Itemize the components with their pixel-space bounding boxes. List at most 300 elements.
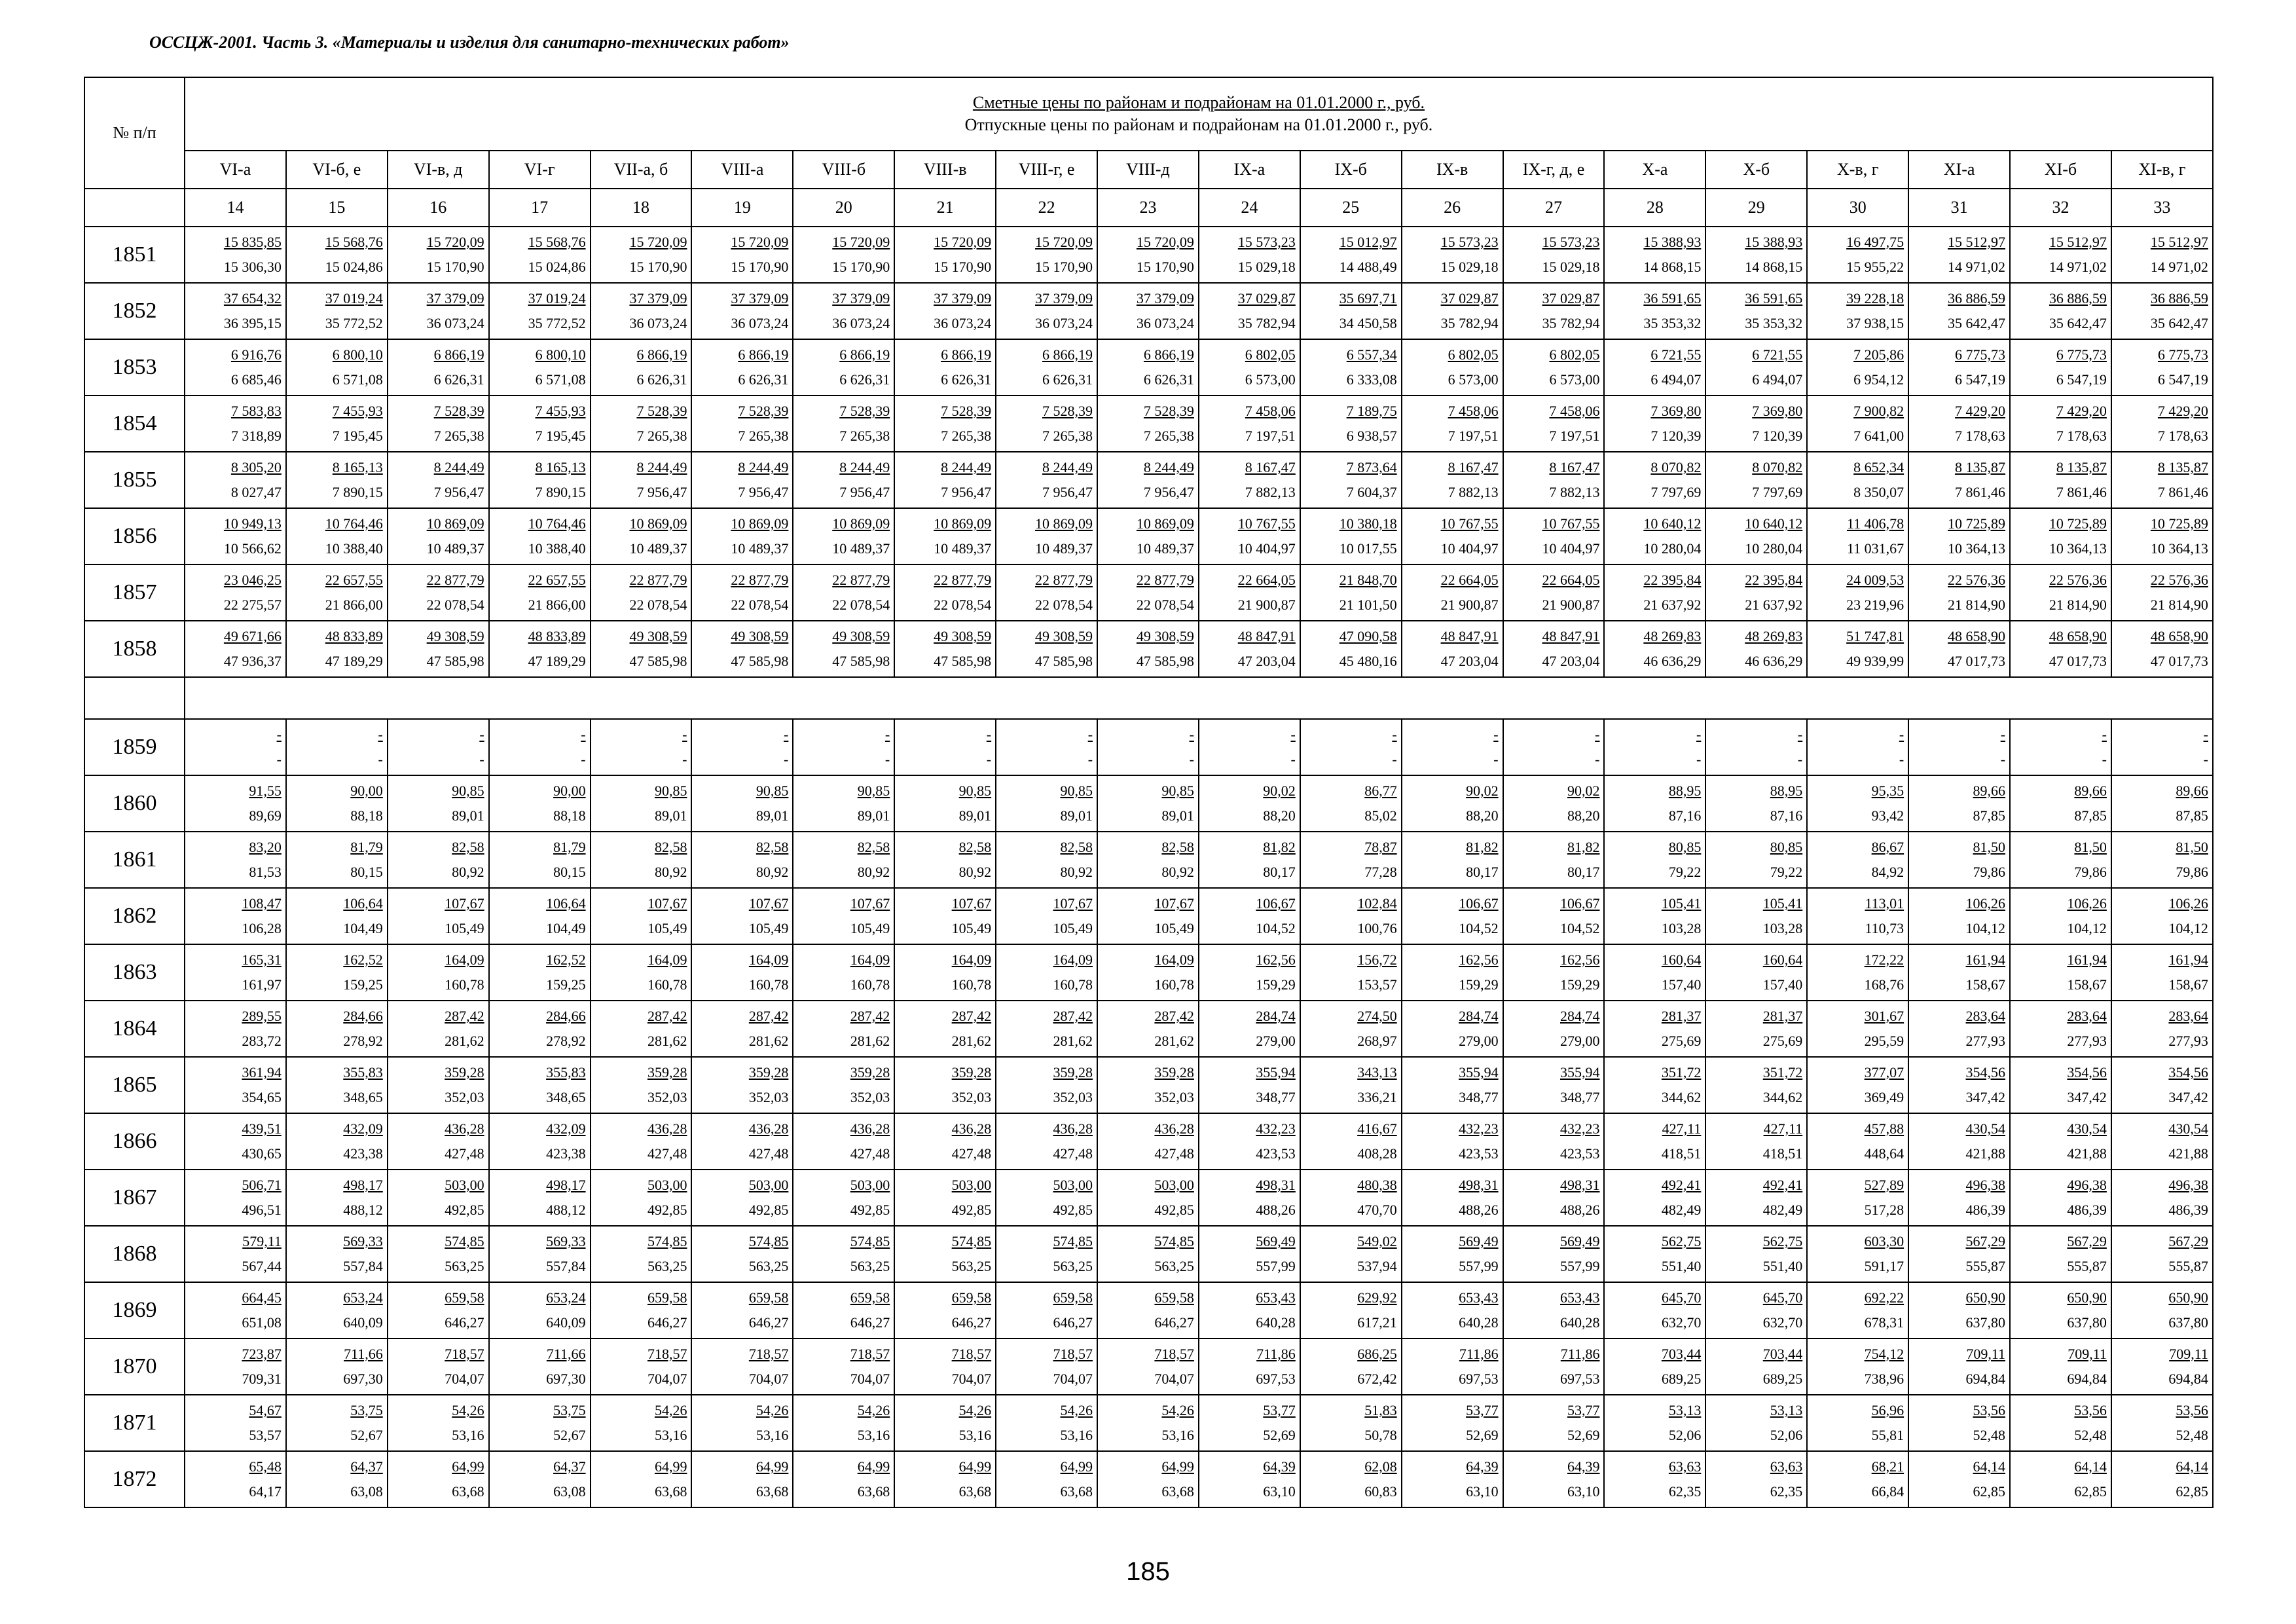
- price-cell: [1503, 283, 1605, 339]
- price-cell: [1807, 283, 1908, 339]
- release-price: -: [1493, 751, 1499, 767]
- release-price: 79,22: [1668, 864, 1702, 880]
- estimate-price: 162,52: [343, 951, 383, 968]
- row-number: 1872: [84, 1451, 185, 1507]
- price-cell: [1402, 1451, 1503, 1507]
- price-cell: [2111, 1057, 2213, 1113]
- price-cell: [996, 888, 1097, 944]
- estimate-price: 653,43: [1459, 1289, 1499, 1306]
- price-cell: [2111, 283, 2213, 339]
- price-cell: [2010, 508, 2111, 564]
- estimate-price: 89,66: [2074, 783, 2107, 799]
- price-cell: [1199, 1113, 1300, 1170]
- release-price: 640,09: [343, 1314, 383, 1331]
- price-cell: [2111, 1451, 2213, 1507]
- price-cell: [996, 832, 1097, 888]
- price-cell: [1503, 1226, 1605, 1282]
- estimate-price: 301,67: [1864, 1008, 1904, 1024]
- estimate-price: 37 654,32: [223, 290, 282, 306]
- price-cell: [1908, 1395, 2010, 1451]
- price-cell: [1199, 283, 1300, 339]
- price-cell: [1300, 508, 1402, 564]
- price-cell: [1199, 508, 1300, 564]
- price-cell: [996, 944, 1097, 1001]
- price-cell: [1705, 508, 1807, 564]
- price-cell: [1097, 1113, 1199, 1170]
- estimate-price: 64,99: [654, 1458, 687, 1475]
- column-number-blank: [84, 189, 185, 227]
- estimate-price: 15 512,97: [2150, 234, 2208, 250]
- release-price: 7 178,63: [2056, 428, 2107, 444]
- estimate-price: 80,85: [1668, 839, 1702, 855]
- release-price: 492,85: [1154, 1202, 1194, 1218]
- row-number: 1861: [84, 832, 185, 888]
- price-cell: [1402, 564, 1503, 621]
- release-price: 281,62: [445, 1033, 484, 1049]
- price-cell: [489, 832, 591, 888]
- release-price: 7 120,39: [1752, 428, 1803, 444]
- table-row: [84, 775, 2213, 832]
- release-price: 89,01: [958, 807, 992, 824]
- price-cell: [1402, 1226, 1503, 1282]
- estimate-price: 48 833,89: [528, 628, 586, 644]
- price-cell: [894, 1338, 996, 1395]
- price-cell: [1705, 1057, 1807, 1113]
- release-price: 423,38: [343, 1145, 383, 1162]
- estimate-price: 161,94: [2067, 951, 2107, 968]
- estimate-price: 15 568,76: [528, 234, 586, 250]
- release-price: 104,52: [1256, 920, 1296, 936]
- estimate-price: 549,02: [1357, 1233, 1397, 1249]
- estimate-price: 427,11: [1763, 1120, 1803, 1137]
- release-price: 93,42: [1871, 807, 1904, 824]
- price-cell: [1908, 1001, 2010, 1057]
- release-price: 632,70: [1661, 1314, 1702, 1331]
- estimate-price: 711,66: [546, 1346, 586, 1362]
- estimate-price: -: [1290, 726, 1296, 743]
- estimate-price: 91,55: [249, 783, 282, 799]
- estimate-price: 287,42: [748, 1008, 789, 1024]
- release-price: 6 626,31: [1042, 371, 1093, 388]
- price-cell: [388, 1001, 489, 1057]
- release-price: 63,08: [350, 1483, 383, 1500]
- estimate-price: 718,57: [647, 1346, 687, 1362]
- release-price: 47 585,98: [1035, 653, 1093, 669]
- estimate-price: 53,13: [1668, 1402, 1702, 1418]
- estimate-price: 164,09: [647, 951, 687, 968]
- price-cell: [2010, 396, 2111, 452]
- estimate-price: 49 308,59: [731, 628, 789, 644]
- estimate-price: 47 090,58: [1339, 628, 1397, 644]
- estimate-price: 48 847,91: [1542, 628, 1600, 644]
- release-price: 6 626,31: [636, 371, 687, 388]
- release-price: 295,59: [1864, 1033, 1904, 1049]
- price-cell: [1402, 775, 1503, 832]
- release-price: 103,28: [1661, 920, 1702, 936]
- price-cell: [286, 564, 388, 621]
- price-cell: [1908, 1338, 2010, 1395]
- price-cell: [489, 1282, 591, 1338]
- price-cell: [1807, 452, 1908, 508]
- region-header: IX-г, д, е: [1503, 151, 1605, 189]
- price-cell: [996, 1282, 1097, 1338]
- estimate-price: 6 866,19: [433, 346, 484, 363]
- release-price: 153,57: [1357, 976, 1397, 993]
- estimate-price: 106,64: [343, 895, 383, 912]
- estimate-price: 107,67: [850, 895, 890, 912]
- row-number: 1870: [84, 1338, 185, 1395]
- estimate-price: 653,43: [1559, 1289, 1600, 1306]
- release-price: 427,48: [850, 1145, 890, 1162]
- estimate-price: 63,63: [1668, 1458, 1702, 1475]
- estimate-price: 359,28: [1154, 1064, 1194, 1080]
- estimate-price: -: [1392, 726, 1397, 743]
- price-cell: [1097, 227, 1199, 283]
- estimate-price: 659,58: [951, 1289, 992, 1306]
- release-price: 47 585,98: [1136, 653, 1194, 669]
- release-price: 89,01: [857, 807, 890, 824]
- estimate-price: 8 652,34: [1853, 459, 1904, 475]
- price-cell: [1604, 1451, 1705, 1507]
- price-cell: [1097, 888, 1199, 944]
- price-cell: [793, 396, 894, 452]
- price-cell: [2010, 283, 2111, 339]
- price-cell: [1705, 564, 1807, 621]
- estimate-price: 81,82: [1567, 839, 1600, 855]
- price-cell: [2010, 564, 2111, 621]
- estimate-price: 164,09: [445, 951, 484, 968]
- release-price: 555,87: [2067, 1258, 2107, 1274]
- estimate-price: 22 664,05: [1542, 572, 1600, 588]
- estimate-price: 15 720,09: [629, 234, 687, 250]
- price-cell: [1503, 888, 1605, 944]
- price-cell: [1199, 621, 1300, 677]
- estimate-price: 15 720,09: [934, 234, 992, 250]
- price-cell: [1402, 396, 1503, 452]
- table-row: [84, 283, 2213, 339]
- release-price: 89,01: [452, 807, 484, 824]
- estimate-price: 7 583,83: [230, 403, 282, 419]
- release-price: 88,20: [1567, 807, 1600, 824]
- price-cell: [286, 339, 388, 396]
- price-cell: [1199, 452, 1300, 508]
- caption-release-prices: Отпускные цены по районам и подрайонам на 01.01.2000 г., руб.: [964, 115, 1433, 134]
- price-cell: [1097, 775, 1199, 832]
- estimate-price: 6 802,05: [1549, 346, 1600, 363]
- release-price: -: [884, 751, 890, 767]
- release-price: -: [378, 751, 383, 767]
- price-cell: [1402, 1282, 1503, 1338]
- release-price: 7 882,13: [1549, 484, 1600, 500]
- price-cell: [1705, 227, 1807, 283]
- estimate-price: 164,09: [850, 951, 890, 968]
- estimate-price: 7 189,75: [1346, 403, 1397, 419]
- estimate-price: 359,28: [1053, 1064, 1093, 1080]
- price-cell: [2111, 832, 2213, 888]
- estimate-price: 361,94: [242, 1064, 282, 1080]
- release-price: 52,06: [1668, 1427, 1702, 1443]
- estimate-price: 53,77: [1567, 1402, 1600, 1418]
- estimate-price: 81,82: [1466, 839, 1499, 855]
- price-cell: [388, 832, 489, 888]
- release-price: 352,03: [647, 1089, 687, 1105]
- release-price: 7 641,00: [1853, 428, 1904, 444]
- release-price: 7 890,15: [535, 484, 586, 500]
- estimate-price: 439,51: [242, 1120, 282, 1137]
- estimate-price: 15 720,09: [426, 234, 484, 250]
- price-cell: [996, 1451, 1097, 1507]
- estimate-price: 6 866,19: [738, 346, 789, 363]
- release-price: 22 078,54: [731, 597, 789, 613]
- price-cell: [996, 283, 1097, 339]
- estimate-price: -: [1696, 726, 1702, 743]
- price-cell: [2111, 1001, 2213, 1057]
- price-cell: [2010, 1057, 2111, 1113]
- release-price: 47 203,04: [1542, 653, 1600, 669]
- release-price: -: [1087, 751, 1093, 767]
- price-cell: [1097, 1282, 1199, 1338]
- estimate-price: 63,63: [1770, 1458, 1803, 1475]
- release-price: 488,12: [343, 1202, 383, 1218]
- estimate-price: 432,09: [546, 1120, 586, 1137]
- price-cell: [286, 1395, 388, 1451]
- price-cell: [1503, 1113, 1605, 1170]
- table-row: [84, 1282, 2213, 1338]
- price-cell: [591, 719, 692, 775]
- estimate-price: 718,57: [850, 1346, 890, 1362]
- price-cell: [894, 283, 996, 339]
- estimate-price: 718,57: [748, 1346, 789, 1362]
- estimate-price: -: [2203, 726, 2208, 743]
- release-price: 555,87: [2168, 1258, 2208, 1274]
- estimate-price: 645,70: [1661, 1289, 1702, 1306]
- release-price: 7 797,69: [1650, 484, 1702, 500]
- price-cell: [691, 1170, 793, 1226]
- estimate-price: 10 869,09: [1035, 515, 1093, 532]
- release-price: 488,12: [546, 1202, 586, 1218]
- estimate-price: 569,49: [1559, 1233, 1600, 1249]
- estimate-price: 15 388,93: [1745, 234, 1803, 250]
- release-price: 281,62: [647, 1033, 687, 1049]
- price-cell: [1705, 1451, 1807, 1507]
- release-price: 21 814,90: [1948, 597, 2006, 613]
- estimate-price: 10 380,18: [1339, 515, 1397, 532]
- release-price: 15 029,18: [1440, 259, 1499, 275]
- release-price: 168,76: [1864, 976, 1904, 993]
- release-price: 7 956,47: [636, 484, 687, 500]
- estimate-price: 432,09: [343, 1120, 383, 1137]
- price-cell: [996, 775, 1097, 832]
- estimate-price: 659,58: [1154, 1289, 1194, 1306]
- release-price: 80,17: [1567, 864, 1600, 880]
- estimate-price: 22 395,84: [1643, 572, 1702, 588]
- release-price: 563,25: [850, 1258, 890, 1274]
- estimate-price: 86,77: [1364, 783, 1397, 799]
- release-price: 21 866,00: [528, 597, 586, 613]
- price-cell: [1807, 1395, 1908, 1451]
- estimate-price: 106,67: [1459, 895, 1499, 912]
- release-price: 6 571,08: [332, 371, 383, 388]
- estimate-price: 64,39: [1466, 1458, 1499, 1475]
- release-price: 80,92: [756, 864, 789, 880]
- price-cell: [286, 508, 388, 564]
- estimate-price: 709,11: [2068, 1346, 2107, 1362]
- release-price: 104,52: [1459, 920, 1499, 936]
- price-cell: [1705, 832, 1807, 888]
- estimate-price: 161,94: [2168, 951, 2208, 968]
- row-number: 1857: [84, 564, 185, 621]
- price-cell: [793, 227, 894, 283]
- region-header: XI-б: [2010, 151, 2111, 189]
- release-price: 7 956,47: [738, 484, 789, 500]
- estimate-price: 10 764,46: [325, 515, 383, 532]
- price-cell: [894, 1395, 996, 1451]
- price-cell: [894, 1113, 996, 1170]
- release-price: 6 573,00: [1448, 371, 1499, 388]
- estimate-price: 106,26: [2067, 895, 2107, 912]
- price-cell: [489, 1226, 591, 1282]
- price-cell: [1604, 1282, 1705, 1338]
- price-cell: [2010, 227, 2111, 283]
- release-price: 557,84: [343, 1258, 383, 1274]
- release-price: 35 642,47: [2049, 315, 2107, 331]
- price-cell: [1199, 564, 1300, 621]
- release-price: 35 772,52: [528, 315, 586, 331]
- estimate-price: 82,58: [857, 839, 890, 855]
- table-gap: [84, 677, 2213, 719]
- release-price: 7 178,63: [1955, 428, 2006, 444]
- estimate-price: 39 228,18: [1846, 290, 1904, 306]
- estimate-price: 503,00: [850, 1177, 890, 1193]
- release-price: 52,67: [553, 1427, 586, 1443]
- release-price: 617,21: [1357, 1314, 1397, 1331]
- estimate-price: -: [1087, 726, 1093, 743]
- estimate-price: 359,28: [647, 1064, 687, 1080]
- estimate-price: 498,31: [1559, 1177, 1600, 1193]
- price-cell: [1097, 396, 1199, 452]
- release-price: 36 073,24: [629, 315, 687, 331]
- estimate-price: 6 775,73: [1955, 346, 2006, 363]
- release-price: 10 404,97: [1440, 540, 1499, 557]
- release-price: 7 265,38: [636, 428, 687, 444]
- estimate-price: 15 835,85: [223, 234, 282, 250]
- release-price: 486,39: [2067, 1202, 2107, 1218]
- estimate-price: 6 800,10: [332, 346, 383, 363]
- price-cell: [793, 1338, 894, 1395]
- release-price: 36 395,15: [223, 315, 282, 331]
- release-price: 646,27: [850, 1314, 890, 1331]
- release-price: 88,20: [1263, 807, 1296, 824]
- estimate-price: 359,28: [951, 1064, 992, 1080]
- release-price: 53,16: [452, 1427, 484, 1443]
- price-cell: [1503, 1170, 1605, 1226]
- estimate-price: 10 869,09: [426, 515, 484, 532]
- release-price: 45 480,16: [1339, 653, 1397, 669]
- price-cell: [1402, 283, 1503, 339]
- estimate-price: 90,00: [553, 783, 586, 799]
- estimate-price: 498,31: [1256, 1177, 1296, 1193]
- release-price: 563,25: [1053, 1258, 1093, 1274]
- estimate-price: 37 379,09: [426, 290, 484, 306]
- estimate-price: 703,44: [1661, 1346, 1702, 1362]
- estimate-price: 10 725,89: [2150, 515, 2208, 532]
- release-price: 89,01: [1060, 807, 1093, 824]
- price-cell: [1604, 944, 1705, 1001]
- release-price: 10 489,37: [426, 540, 484, 557]
- estimate-price: 436,28: [647, 1120, 687, 1137]
- price-cell: [489, 283, 591, 339]
- table-row: [84, 1451, 2213, 1507]
- price-cell: [1908, 1282, 2010, 1338]
- price-cell: [1097, 832, 1199, 888]
- release-price: 6 547,19: [2157, 371, 2208, 388]
- price-cell: [1604, 1338, 1705, 1395]
- estimate-price: 162,56: [1256, 951, 1296, 968]
- release-price: 47 585,98: [832, 653, 890, 669]
- estimate-price: 53,13: [1770, 1402, 1803, 1418]
- estimate-price: 90,00: [350, 783, 383, 799]
- column-number: 20: [793, 189, 894, 227]
- estimate-price: 723,87: [242, 1346, 282, 1362]
- estimate-price: 569,33: [343, 1233, 383, 1249]
- price-cell: [2111, 888, 2213, 944]
- estimate-price: 283,64: [2067, 1008, 2107, 1024]
- price-cell: [591, 1451, 692, 1507]
- estimate-price: 574,85: [850, 1233, 890, 1249]
- estimate-price: -: [581, 726, 586, 743]
- price-cell: [2010, 1282, 2111, 1338]
- price-cell: [996, 1226, 1097, 1282]
- release-price: 159,25: [343, 976, 383, 993]
- estimate-price: 82,58: [958, 839, 992, 855]
- release-price: 423,53: [1256, 1145, 1296, 1162]
- release-price: 15 024,86: [325, 259, 383, 275]
- release-price: -: [1189, 751, 1194, 767]
- estimate-price: 22 657,55: [528, 572, 586, 588]
- price-cell: [1503, 227, 1605, 283]
- release-price: 80,17: [1466, 864, 1499, 880]
- release-price: 492,85: [1053, 1202, 1093, 1218]
- release-price: 281,62: [951, 1033, 992, 1049]
- estimate-price: 8 167,47: [1245, 459, 1296, 475]
- release-price: 277,93: [2067, 1033, 2107, 1049]
- release-price: 7 197,51: [1448, 428, 1499, 444]
- estimate-price: 351,72: [1762, 1064, 1803, 1080]
- estimate-price: 54,26: [1161, 1402, 1194, 1418]
- price-cell: [691, 832, 793, 888]
- estimate-price: 503,00: [1154, 1177, 1194, 1193]
- estimate-price: 650,90: [1965, 1289, 2006, 1306]
- price-cell: [1503, 508, 1605, 564]
- estimate-price: 23 046,25: [223, 572, 282, 588]
- price-cell: [388, 1170, 489, 1226]
- estimate-price: 36 886,59: [2150, 290, 2208, 306]
- price-cell: [1402, 1113, 1503, 1170]
- estimate-price: 377,07: [1864, 1064, 1904, 1080]
- price-cell: [2010, 621, 2111, 677]
- estimate-price: 650,90: [2067, 1289, 2107, 1306]
- price-cell: [489, 621, 591, 677]
- release-price: 10 388,40: [325, 540, 383, 557]
- table-row: [84, 719, 2213, 775]
- release-price: 704,07: [951, 1371, 992, 1387]
- region-header: VI-г: [489, 151, 591, 189]
- estimate-price: 65,48: [249, 1458, 282, 1475]
- release-price: 704,07: [445, 1371, 484, 1387]
- price-cell: [489, 1395, 591, 1451]
- estimate-price: 574,85: [445, 1233, 484, 1249]
- estimate-price: 7 205,86: [1853, 346, 1904, 363]
